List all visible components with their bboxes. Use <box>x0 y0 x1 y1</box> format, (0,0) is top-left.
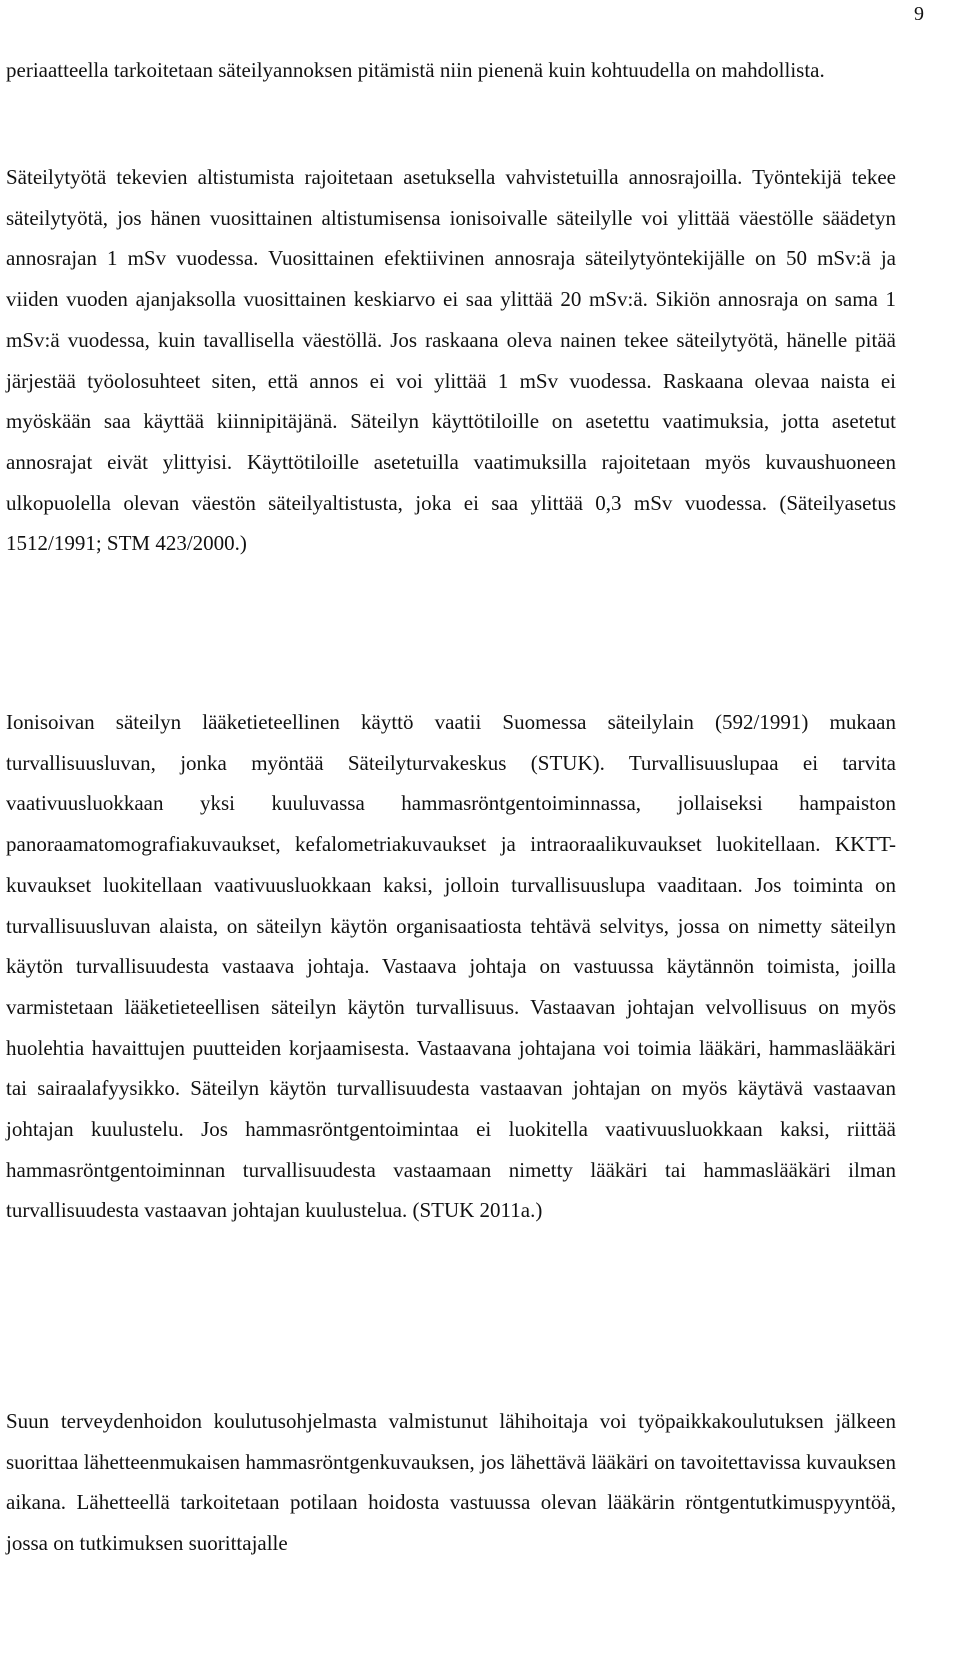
paragraph-dose-limits: Säteilytyötä tekevien altistumista rajoitetaan asetuksella vahvistetuilla annosrajoilla. Työntekijä tekee säteilytyötä, jos hänen vuosittainen altistumisensa ionisoivalle säteilylle voi ylittää väestölle säädetyn annosrajan 1 mSv vuodessa. Vuosittainen efektiivinen annosraja säteilytyöntekijälle on 50 mSv:ä ja viiden vuoden ajanjaksolla vuosittainen keskiarvo ei saa ylittää 20 mSv:ä. Sikiön annosraja on sama 1 mSv:ä vuodessa, kuin tavallisella väestöllä. Jos raskaana oleva nainen tekee säteilytyötä, hänelle pitää järjestää työolosuhteet siten, että annos ei voi ylittää 1 mSv vuodessa. Raskaana olevaa naista ei myöskään saa käyttää kiinnipitäjänä. Säteilyn käyttötiloille on asetettu vaatimuksia, jotta asetetut annosrajat eivät ylittyisi. Käyttötiloille asetetuilla vaatimuksilla rajoitetaan myös kuvaushuoneen ulkopuolella olevan väestön säteilyaltistusta, joka ei saa ylittää 0,3 mSv vuodessa. (Säteilyasetus 1512/1991; STM 423/2000.) <box>6 165 896 556</box>
paragraph-dental-nurse: Suun terveydenhoidon koulutusohjelmasta valmistunut lähihoitaja voi työpaikkakoulutuksen jälkeen suorittaa lähetteenmukaisen hammasröntgenkuvauksen, jos lähettävä lääkäri on tavoitettavissa kuvauksen aikana. Lähetteellä tarkoitetaan potilaan hoidosta vastuussa olevan lääkärin röntgentutkimuspyyntöä, jossa on tutkimuksen suorittajalle <box>6 1409 896 1556</box>
paragraph-safety-license: Ionisoivan säteilyn lääketieteellinen käyttö vaatii Suomessa säteilylain (592/1991) mukaan turvallisuusluvan, jonka myöntää Säteilyturvakeskus (STUK). Turvallisuuslupaa ei tarvita vaativuusluokkaan yksi kuuluvassa hammasröntgentoiminnassa, jollaiseksi hampaiston panoraamatomografiakuvaukset, kefalometriakuvaukset ja intraoraalikuvaukset luokitellaan. KKTT-kuvaukset luokitellaan vaativuusluokkaan kaksi, jolloin turvallisuuslupa vaaditaan. Jos toiminta on turvallisuusluvan alaista, on säteilyn käytön organisaatiosta tehtävä selvitys, jossa on nimetty säteilyn käytön turvallisuudesta vastaava johtaja. Vastaava johtaja on vastuussa käytännön toimista, joilla varmistetaan lääketieteellisen säteilyn käytön turvallisuus. Vastaavan johtajan velvollisuus on myös huolehtia havaittujen puutteiden korjaamisesta. Vastaavana johtajana voi toimia lääkäri, hammaslääkäri tai sairaalafyysikko. Säteilyn käytön turvallisuudesta vastaavan johtajan on myös käytävä vastaavan johtajan kuulustelu. Jos hammasröntgentoimintaa ei luokitella vaativuusluokkaan kaksi, riittää hammasröntgentoiminnan turvallisuudesta vastaamaan nimetty lääkäri tai hammaslääkäri ilman turvallisuudesta vastaavan johtajan kuulustelua. (STUK 2011a.) <box>6 710 896 1223</box>
paragraph-alara-principle: periaatteella tarkoitetaan säteilyannoksen pitämistä niin pienenä kuin kohtuudella on mahdollista. <box>6 58 825 82</box>
page-number: 9 <box>914 3 924 25</box>
